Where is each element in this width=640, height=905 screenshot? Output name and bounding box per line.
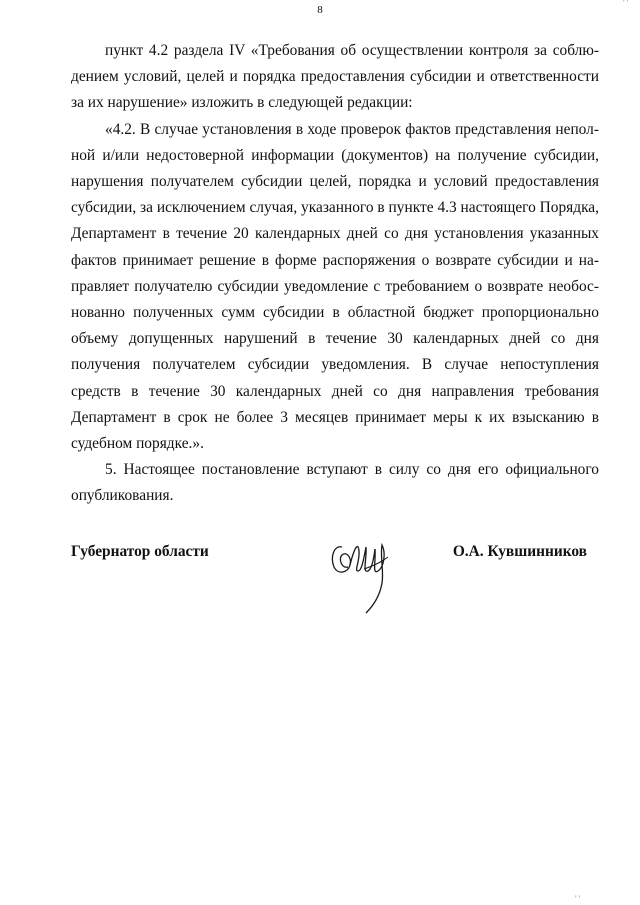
signer-title: Губернатор области xyxy=(71,543,209,560)
document-body xyxy=(71,38,599,510)
page-number: 8 xyxy=(317,4,323,16)
paragraph-effective-date: 5. Настоящее постановление вступают в силу со дня его официального опубликования. xyxy=(71,461,599,505)
scan-artifact-top: ' ' xyxy=(623,0,628,7)
signer-name: О.А. Кувшинников xyxy=(452,543,587,560)
paragraph-amendment-intro: пункт 4.2 раздела IV «Требования об осуществлении контроля за соблюдением условий, целей и порядка предоставления субсидии и ответственности за их нарушение» изложить в следующей редакции: xyxy=(71,42,599,112)
paragraph-section-4-2: «4.2. В случае установления в ходе проверок фактов представления неполной и/или недостоверной информации (документов) на получение субсидии, нарушения получателем субсидии целей, порядка и условий предоставления субсидии, за исключением случая, указанного в пункте 4.3 настоящего Порядка, Департамент в течение 20 календарных дней со дня установления указанных фактов принимает решение в форме распоряжения о возврате субсидии и направляет получателю субсидии уведомление с требованием о возврате необоснованно полученных сумм субсидии в областной бюджет пропорционально объему допущенных нарушений в течение 30 календарных дней со дня получения получателем субсидии уведомления. В случае непоступления средств в течение 30 календарных дней со дня направления требования Департамент в срок не более 3 месяцев принимает меры к их взысканию в судебном порядке.». xyxy=(71,120,599,453)
handwritten-signature xyxy=(328,527,392,617)
scan-artifact-bottom: ' ' xyxy=(575,894,580,903)
